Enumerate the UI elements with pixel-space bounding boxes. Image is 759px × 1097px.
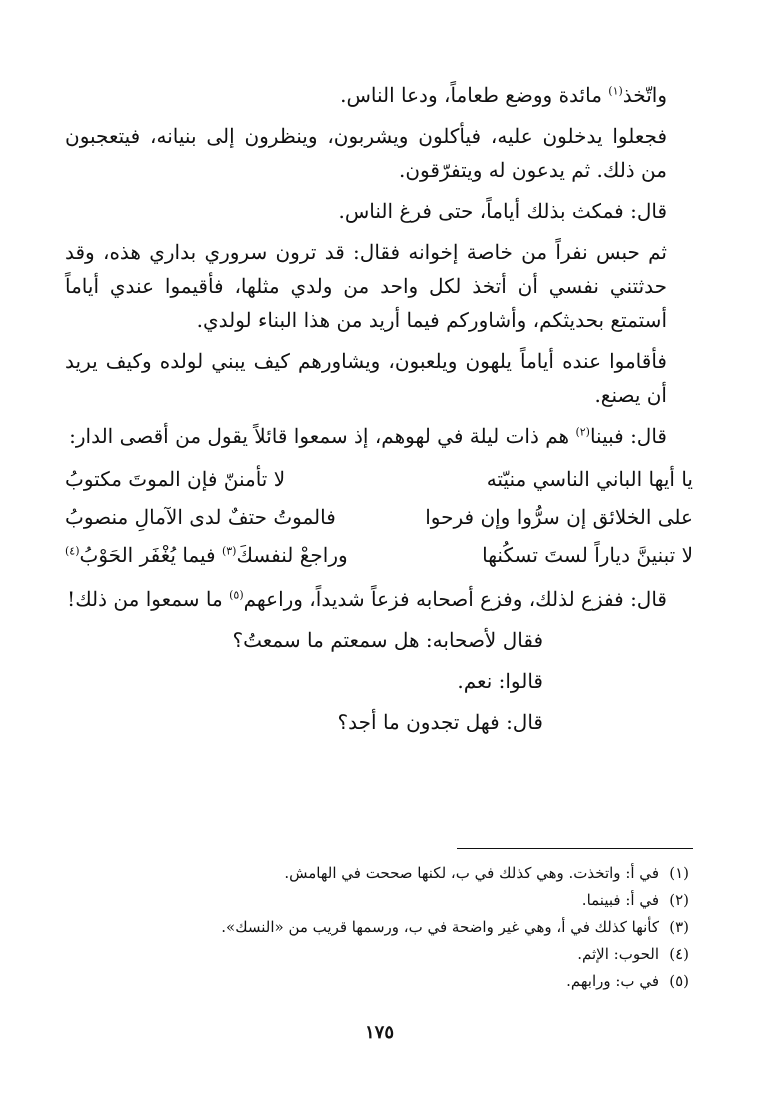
footnote bbox=[69, 887, 689, 914]
paragraph-text: هم ذات ليلة في لهوهم، إذ سمعوا قائلاً يقول من أقصى الدار: bbox=[69, 424, 576, 448]
footnote-separator bbox=[457, 848, 693, 849]
dialogue-line: فقال لأصحابه: هل سمعتم ما سمعتُ؟ bbox=[232, 628, 543, 652]
verse-second-hemistich bbox=[65, 536, 348, 574]
footnote-ref: (٢) bbox=[575, 425, 590, 439]
paragraph: ثم حبس نفراً من خاصة إخوانه فقال: قد ترون سروري بداري هذه، وقد حدثتني نفسي أن أتخذ لكل واحد من ولدي مثلها، فأقيموا عندي أياماً أستمتع بحديثكم، وأشاوركم فيما أريد من هذا البناء لولدي. bbox=[65, 240, 667, 332]
paragraph: فجعلوا يدخلون عليه، فيأكلون ويشربون، وينظرون إلى بنيانه، فيتعجبون من ذلك. ثم يدعون له ويتفرّقون. bbox=[65, 124, 667, 182]
footnote-ref: (١) bbox=[608, 84, 623, 98]
footnote-number: (٣) bbox=[669, 918, 689, 936]
poem-verse bbox=[65, 536, 693, 574]
poem-verse bbox=[65, 498, 693, 536]
verse-second-hemistich: فالموتُ حتفٌ لدى الآمالِ منصوبُ bbox=[65, 505, 336, 529]
page-number: ١٧٥ bbox=[364, 1022, 394, 1043]
footnote-text: في ب: ورابهم. bbox=[566, 972, 659, 990]
poem bbox=[65, 460, 693, 574]
hemistich-text: فيما يُغْفَر الحَوْبُ bbox=[79, 543, 222, 567]
footnote-number: (٤) bbox=[669, 945, 689, 963]
footnote bbox=[69, 941, 689, 968]
hemistich-text: وراجعْ لنفسكَ bbox=[236, 543, 348, 567]
verse-first-hemistich: على الخلائق إن سرُّوا وإن فرحوا bbox=[425, 505, 693, 529]
footnote-number: (٢) bbox=[669, 891, 689, 909]
dialogue-line: قال: فهل تجدون ما أجد؟ bbox=[337, 710, 543, 734]
footnote bbox=[69, 914, 689, 941]
footnote-text: في أ: فبينما. bbox=[581, 891, 659, 909]
footnote-ref: (٣) bbox=[221, 544, 237, 558]
footnote-number: (١) bbox=[669, 864, 689, 882]
footnote-text: في أ: واتخذت. وهي كذلك في ب، لكنها صححت في الهامش. bbox=[284, 864, 659, 882]
footnote bbox=[69, 860, 689, 887]
paragraph-text: واتّخذ bbox=[622, 83, 667, 107]
paragraph-text: مائدة ووضع طعاماً، ودعا الناس. bbox=[340, 83, 609, 107]
footnotes bbox=[69, 860, 689, 995]
verse-second-hemistich: لا تأمننّ فإن الموتَ مكتوبُ bbox=[65, 467, 286, 491]
verse-first-hemistich: يا أيها الباني الناسي منيّته bbox=[486, 467, 693, 491]
paragraph bbox=[65, 78, 693, 112]
footnote-number: (٥) bbox=[669, 972, 689, 990]
main-text bbox=[65, 78, 693, 746]
footnote-text: كأنها كذلك في أ، وهي غير واضحة في ب، ورسمها قريب من «النسك». bbox=[221, 918, 659, 936]
footnote-ref: (٥) bbox=[229, 588, 244, 602]
dialogue-line: قالوا: نعم. bbox=[457, 669, 543, 693]
paragraph-text: ما سمعوا من ذلك! bbox=[67, 587, 230, 611]
paragraph bbox=[65, 582, 693, 616]
paragraph bbox=[65, 419, 693, 453]
paragraph-text: قال: فبينا bbox=[589, 424, 667, 448]
footnote-ref: (٤) bbox=[65, 544, 80, 558]
poem-verse bbox=[65, 460, 693, 498]
verse-first-hemistich: لا تبنينَّ دياراً لستَ تسكُنها bbox=[482, 543, 693, 567]
paragraph: قال: فمكث بذلك أياماً، حتى فرغ الناس. bbox=[338, 199, 667, 223]
footnote bbox=[69, 968, 689, 995]
paragraph-text: قال: ففزع لذلك، وفزع أصحابه فزعاً شديداً، وراعهم bbox=[243, 587, 667, 611]
footnote-text: الحوب: الإثم. bbox=[577, 945, 659, 963]
paragraph: فأقاموا عنده أياماً يلهون ويلعبون، ويشاورهم كيف يبني لولده وكيف يريد أن يصنع. bbox=[65, 349, 667, 407]
